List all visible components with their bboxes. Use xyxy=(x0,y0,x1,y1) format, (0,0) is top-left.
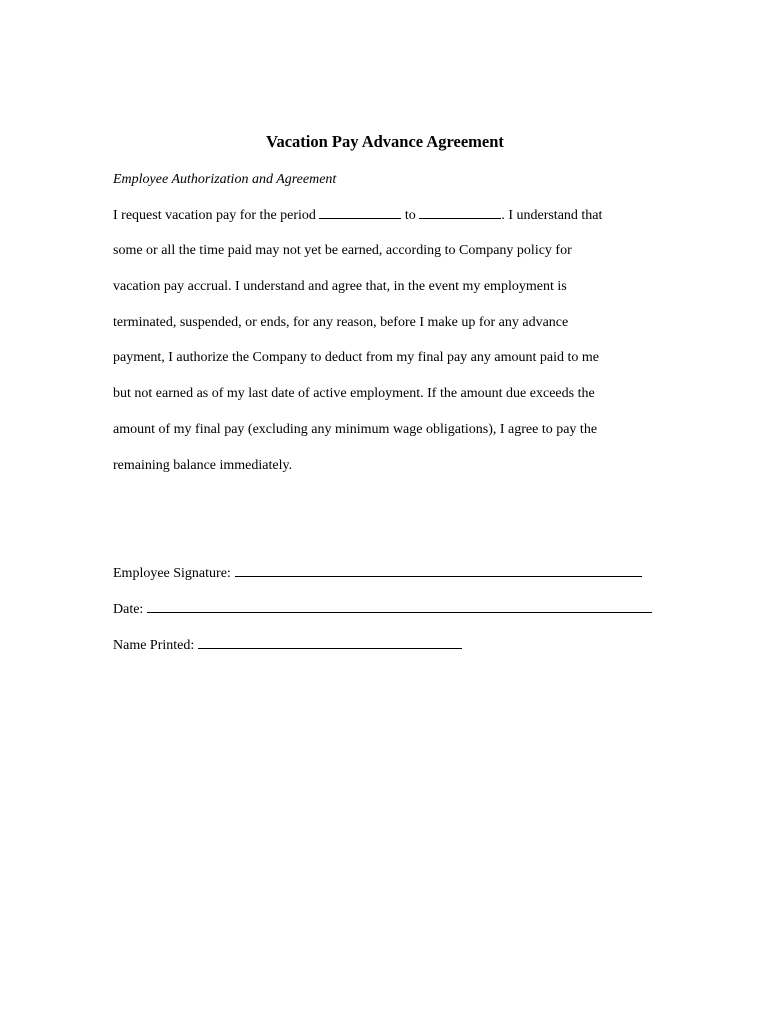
employee-signature-field xyxy=(113,563,642,583)
name-printed-field xyxy=(113,635,462,655)
document-title: Vacation Pay Advance Agreement xyxy=(266,132,504,151)
date-label: Date: xyxy=(113,602,144,617)
name-printed-line[interactable] xyxy=(198,635,462,649)
paragraph-line-7: amount of my final pay (excluding any minimum wage obligations), I agree to pay the xyxy=(113,422,598,437)
signature-label: Employee Signature: xyxy=(113,566,231,581)
understand-text: . I understand that xyxy=(501,208,603,223)
paragraph-line-1 xyxy=(113,206,602,225)
period-start-blank[interactable] xyxy=(319,206,401,219)
date-line[interactable] xyxy=(147,599,652,613)
paragraph-line-3: vacation pay accrual. I understand and agree that, in the event my employment is xyxy=(113,279,567,294)
paragraph-line-5: payment, I authorize the Company to deduct from my final pay any amount paid to me xyxy=(113,350,599,365)
paragraph-line-4: terminated, suspended, or ends, for any reason, before I make up for any advance xyxy=(113,315,569,330)
paragraph-line-6: but not earned as of my last date of active employment. If the amount due exceeds the xyxy=(113,386,595,401)
paragraph-line-8: remaining balance immediately. xyxy=(113,458,293,473)
paragraph-line-2: some or all the time paid may not yet be earned, according to Company policy for xyxy=(113,243,572,258)
signature-line[interactable] xyxy=(235,563,642,577)
period-end-blank[interactable] xyxy=(419,206,501,219)
document-subtitle: Employee Authorization and Agreement xyxy=(113,172,337,187)
name-printed-label: Name Printed: xyxy=(113,638,195,653)
period-to-text: to xyxy=(404,208,416,223)
period-request-text: I request vacation pay for the period xyxy=(113,208,316,223)
date-field xyxy=(113,599,652,619)
